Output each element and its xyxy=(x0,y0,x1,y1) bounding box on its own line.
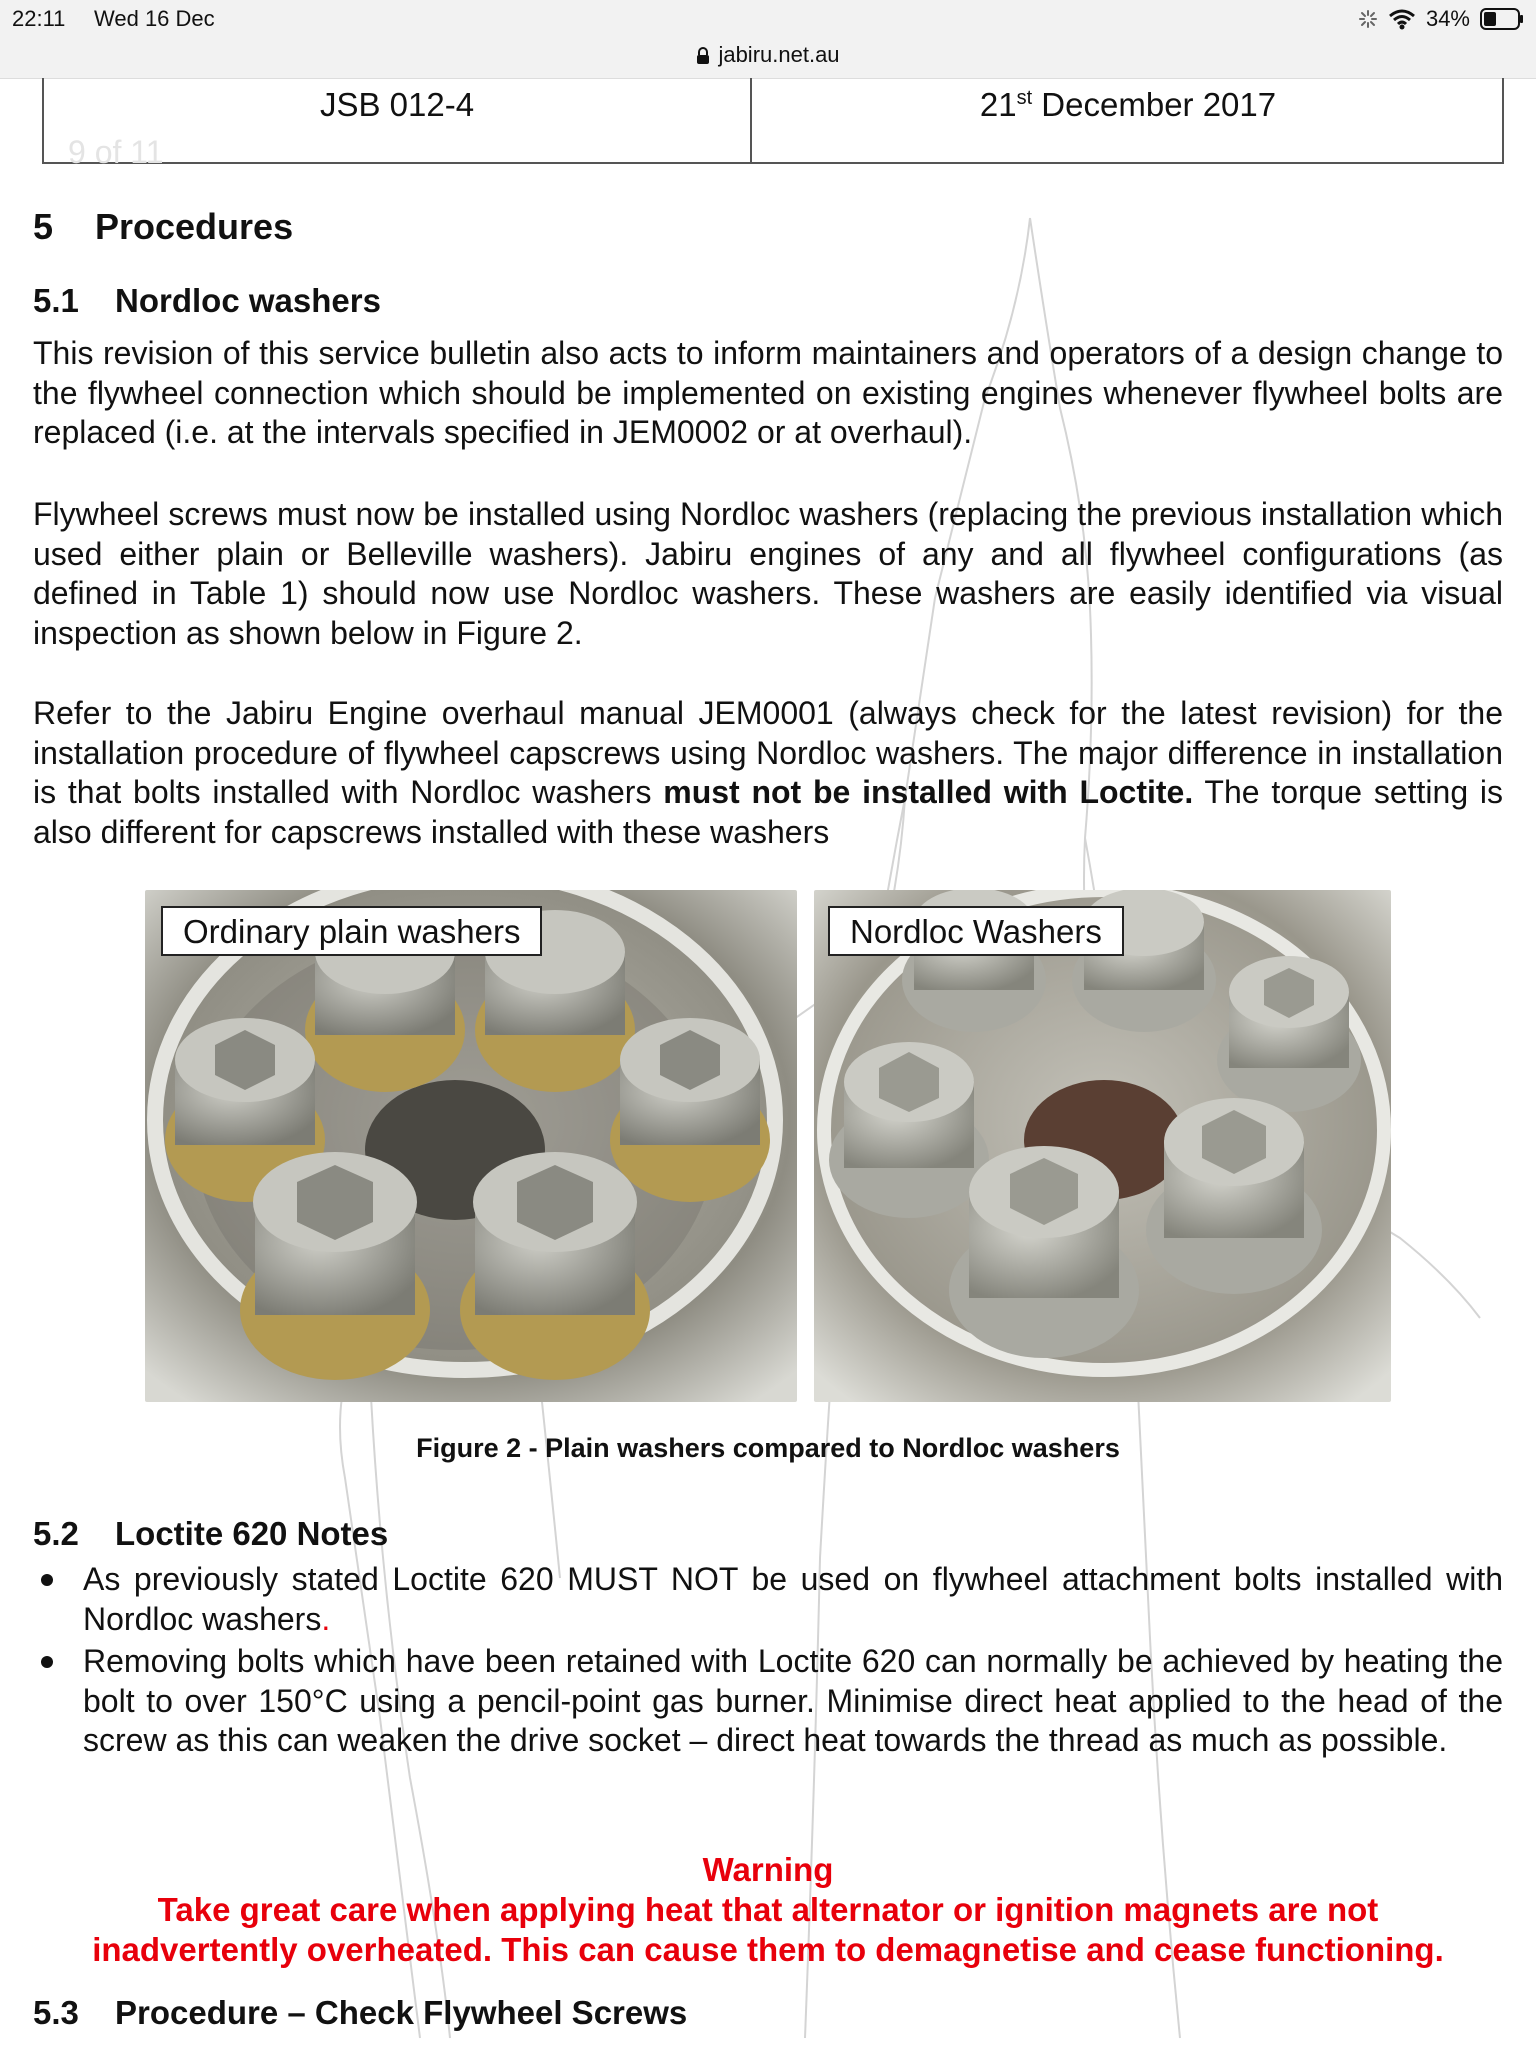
para-overhaul-manual: Refer to the Jabiru Engine overhaul manual JEM0001 (always check for the latest revision) for the installation procedure of flywheel capscrews using Nordloc washers. The major difference in installation is that bolts installed with Nordloc washers must not be installed with Loctite. The torque setting is also different for capscrews installed with these washers xyxy=(33,695,1504,850)
url-text: jabiru.net.au xyxy=(718,42,840,67)
section-5-1-heading: 5.1 Nordloc washers xyxy=(33,282,381,319)
para-nordloc-install: Flywheel screws must now be installed using Nordloc washers (replacing the previous installation which used either plain or Belleville washers). Jabiru engines of any and all flywheel configurations (as defined in Table 1) should now use Nordloc washers. These washers are easily identified via visual inspection as shown below in Figure 2. xyxy=(33,496,1503,651)
lock-icon xyxy=(696,47,710,65)
battery-percent: 34% xyxy=(1425,6,1470,31)
address-bar[interactable] xyxy=(0,40,1536,79)
section-5-heading: 5 Procedures xyxy=(33,206,294,247)
wifi-icon xyxy=(1388,8,1416,30)
para-design-change: This revision of this service bulletin also acts to inform maintainers and operators of a design change to the flywheel connection which should be implemented on existing engines whenever flywheel bolts are replaced (i.e. at the intervals specified in JEM0002 or at overhaul). xyxy=(33,335,1503,450)
doc-date: 21st December 2017 xyxy=(979,86,1277,123)
status-indicators xyxy=(1358,6,1524,32)
photo-plain-washers xyxy=(145,890,797,1402)
warning-title: Warning xyxy=(702,1851,834,1888)
section-5-3-heading: 5.3 Procedure – Check Flywheel Screws xyxy=(33,1994,688,2031)
list-item: As previously stated Loctite 620 MUST NOT be used on flywheel attachment bolts installed with Nordloc washers. xyxy=(33,1560,1503,1639)
bullet-dot xyxy=(41,1656,53,1668)
status-time: 22:11 xyxy=(12,6,66,31)
figure-caption: Figure 2 - Plain washers compared to Nordloc washers xyxy=(416,1433,1120,1463)
battery-icon xyxy=(1480,8,1524,30)
photo-nordloc-washers xyxy=(814,890,1391,1402)
warning-line-2: inadvertently overheated. This can cause them to demagnetise and cease functioning. xyxy=(92,1931,1444,1968)
header-table xyxy=(42,78,1504,164)
list-item: Removing bolts which have been retained with Loctite 620 can normally be achieved by heating the bolt to over 150°C using a pencil-point gas burner. Minimise direct heat applied to the head of the screw as this can weaken the drive socket – direct heat towards the thread as much as possible. xyxy=(33,1642,1503,1761)
document-page[interactable] xyxy=(0,78,1536,2048)
status-date: Wed 16 Dec xyxy=(94,6,215,31)
plain-washers-image xyxy=(145,890,797,1402)
label-plain-washers: Ordinary plain washers xyxy=(161,906,542,956)
page-indicator: 9 of 11 xyxy=(68,134,164,170)
loctite-notes-list xyxy=(33,1560,1503,1764)
label-nordloc-washers: Nordloc Washers xyxy=(828,906,1124,956)
bullet-dot xyxy=(41,1574,53,1586)
warning-line-1: Take great care when applying heat that alternator or ignition magnets are not xyxy=(157,1891,1379,1928)
activity-spinner-icon xyxy=(1358,9,1378,29)
doc-id: JSB 012-4 xyxy=(319,86,475,123)
section-5-2-heading: 5.2 Loctite 620 Notes xyxy=(33,1515,389,1552)
status-bar xyxy=(0,0,1536,40)
nordloc-washers-image xyxy=(814,890,1391,1402)
